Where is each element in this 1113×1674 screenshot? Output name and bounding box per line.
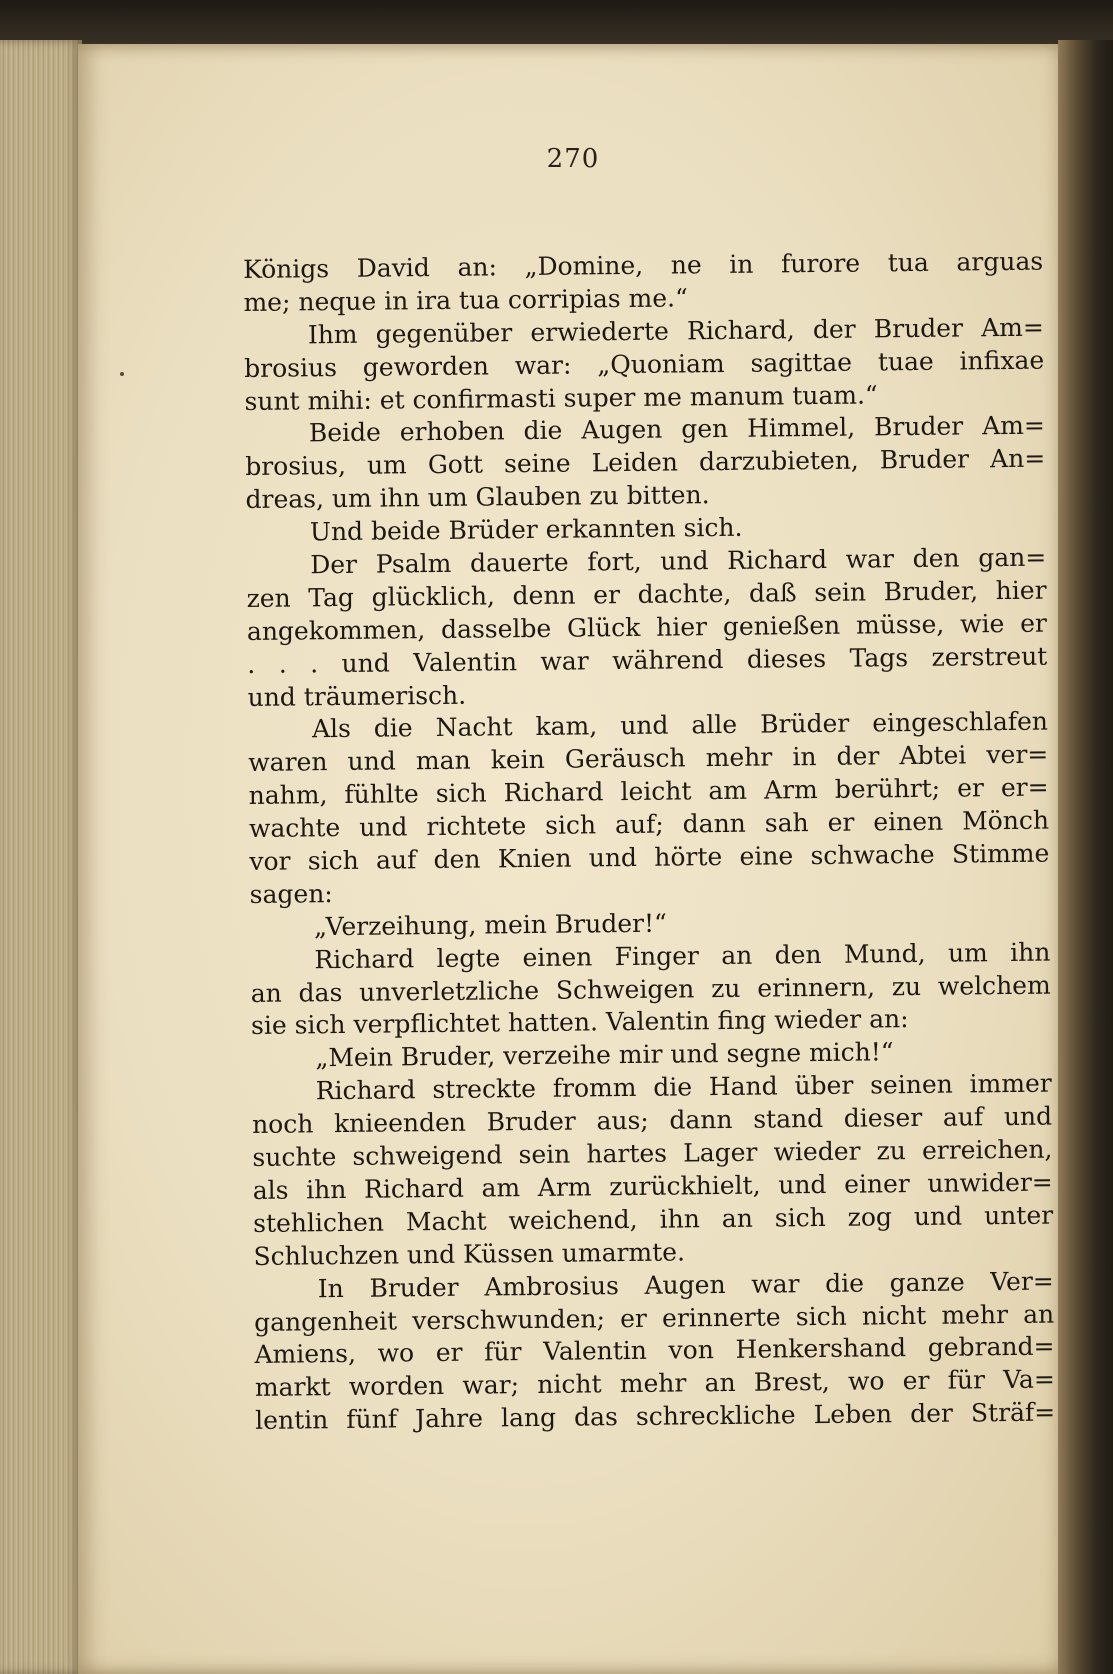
- text-line: „Mein Bruder, verzeihe mir und segne mich!“: [315, 1037, 894, 1073]
- text-line: Königs David an: „Domine, ne in furore tua arguas: [243, 246, 1044, 284]
- text-line: Und beide Brüder erkannten sich.: [309, 512, 743, 547]
- text-line: Richard legte einen Finger an den Mund, um ihn: [314, 937, 1051, 974]
- text-line: wachte und richtete sich auf; dann sah er einen Mönch: [248, 805, 1050, 844]
- text-line: Der Psalm dauerte fort, und Richard war den gan=: [310, 542, 1047, 580]
- text-line: lentin fünf Jahre lang das schreckliche Leben der Sträf=: [255, 1397, 1056, 1436]
- text-line: brosius geworden war: „Quoniam sagittae tuae infixae: [244, 345, 1045, 383]
- text-line: gangenheit verschwunden; er erinnerte sich nicht mehr an: [254, 1299, 1055, 1337]
- text-line: sagen:: [249, 879, 333, 909]
- text-line: sunt mihi: et confirmasti super me manum tuam.“: [244, 379, 878, 416]
- body-text: [243, 246, 1055, 1438]
- text-line: als ihn Richard am Arm zurückhielt, und einer unwider=: [252, 1167, 1053, 1205]
- text-line: Ihm gegenüber erwiederte Richard, der Bruder Am=: [307, 312, 1044, 350]
- page-number: 270: [546, 144, 600, 174]
- text-line: zen Tag glücklich, denn er dachte, daß sein Bruder, hier: [246, 575, 1047, 613]
- margin-mark: [120, 372, 124, 376]
- book-binding-edge: [0, 0, 1113, 48]
- text-line: vor sich auf den Knien und hörte eine schwache Stimme: [249, 838, 1050, 876]
- text-line: suchte schweigend sein hartes Lager wieder zu erreichen,: [252, 1134, 1053, 1172]
- text-line: me; neque in ira tua corripias me.“: [243, 283, 688, 317]
- text-line: sie sich verpflichtet hatten. Valentin fing wieder an:: [250, 1004, 909, 1041]
- text-line: Amiens, wo er für Valentin von Henkershand gebrand=: [254, 1331, 1055, 1370]
- text-line: dreas, um ihn um Glauben zu bitten.: [245, 480, 710, 515]
- text-line: . . . und Valentin war während dieses Tags zerstreut: [247, 641, 1048, 679]
- text-line: Richard streckte fromm die Hand über seinen immer: [315, 1068, 1052, 1106]
- text-line: angekommen, dasselbe Glück hier genießen müsse, wie er: [246, 608, 1048, 646]
- text-line: waren und man kein Geräusch mehr in der Abtei ver=: [248, 739, 1049, 778]
- text-line: an das unverletzliche Schweigen zu erinnern, zu welchem: [250, 970, 1051, 1008]
- text-line: Als die Nacht kam, und alle Brüder eingeschlafen: [311, 707, 1049, 744]
- text-line: Beide erhoben die Augen gen Himmel, Bruder Am=: [308, 411, 1045, 448]
- text-line: stehlichen Macht weichend, ihn an sich zog und unter: [252, 1200, 1054, 1238]
- text-line: brosius, um Gott seine Leiden darzubieten, Bruder An=: [245, 443, 1046, 482]
- page-stack-edge: [0, 40, 82, 1674]
- text-line: noch knieenden Bruder aus; dann stand dieser auf und: [251, 1101, 1053, 1140]
- text-line: und träumerisch.: [247, 680, 467, 712]
- text-line: „Verzeihung, mein Bruder!“: [313, 908, 667, 942]
- text-line: In Bruder Ambrosius Augen war die ganze Ver=: [317, 1266, 1054, 1303]
- text-line: nahm, fühlte sich Richard leicht am Arm berührt; er er=: [248, 772, 1049, 811]
- text-line: markt worden war; nicht mehr an Brest, wo er für Va=: [254, 1364, 1055, 1403]
- book-page: [78, 44, 1068, 1674]
- gutter-shadow: [1058, 40, 1113, 1674]
- text-line: Schluchzen und Küssen umarmte.: [253, 1237, 686, 1271]
